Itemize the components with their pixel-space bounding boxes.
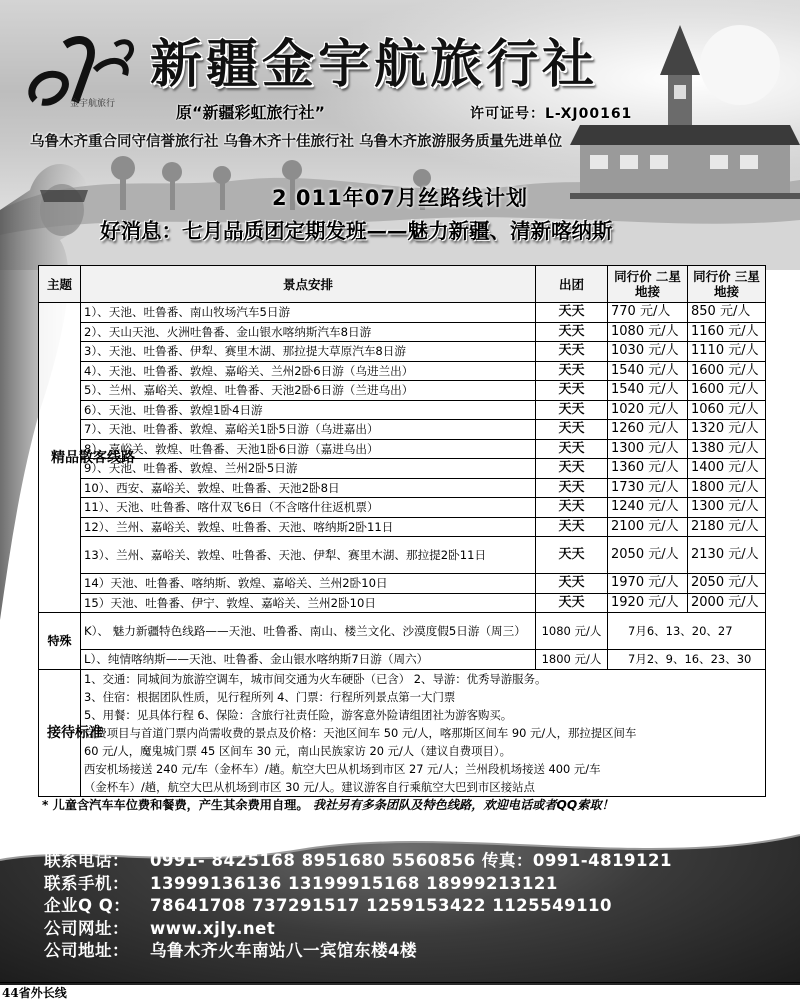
departure-cell: 天天	[536, 303, 608, 323]
table-row	[39, 459, 766, 479]
special-price-cell: 1080 元/人	[536, 613, 608, 650]
price-three-star-cell: 2000 元/人	[688, 593, 766, 613]
price-three-star-cell: 1600 元/人	[688, 381, 766, 401]
table-row	[39, 303, 766, 323]
standard-line: 3、住宿：根据团队性质，见行程所列 4、门票：行程所列景点第一大门票	[84, 689, 456, 704]
company-title: 新疆金宇航旅行社	[150, 34, 599, 95]
bottom-note	[42, 796, 764, 813]
price-three-star-cell: 1380 元/人	[688, 439, 766, 459]
qq-row	[44, 895, 784, 918]
departure-cell: 天天	[536, 342, 608, 362]
category-standard: 接待标准	[39, 669, 81, 796]
departure-cell: 天天	[536, 459, 608, 479]
table-row	[39, 517, 766, 537]
price-two-star-cell: 1970 元/人	[608, 574, 688, 594]
departure-cell: 天天	[536, 420, 608, 440]
special-route-cell: L）、纯情喀纳斯——天池、吐鲁番、金山银水喀纳斯7日游（周六）	[81, 650, 536, 670]
route-cell: 6）、天池、吐鲁番、敦煌1卧4日游	[81, 400, 536, 420]
special-route-cell: K）、 魅力新疆特色线路——天池、吐鲁番、南山、楼兰文化、沙漠度假5日游（周三）	[81, 613, 536, 650]
special-price-cell: 1800 元/人	[536, 650, 608, 670]
qq-label: 企业Q Q：	[44, 896, 131, 915]
price-two-star-cell: 1360 元/人	[608, 459, 688, 479]
table-header-row	[39, 266, 766, 303]
route-cell: 3）、天池、吐鲁番、伊犁、赛里木湖、那拉提大草原汽车8日游	[81, 342, 536, 362]
route-cell: 15）天池、吐鲁番、伊宁、敦煌、嘉峪关、兰州2卧10日	[81, 593, 536, 613]
departure-cell: 天天	[536, 574, 608, 594]
route-cell: 2）、天山天池、火洲吐鲁番、金山银水喀纳斯汽车8日游	[81, 322, 536, 342]
header-price-three-star: 同行价 三星地接	[688, 266, 766, 303]
honors-line: 乌鲁木齐重合同守信誉旅行社 乌鲁木齐十佳旅行社 乌鲁木齐旅游服务质量先进单位	[30, 134, 563, 150]
departure-cell: 天天	[536, 537, 608, 574]
mobile-numbers[interactable]: 13999136136 13199915168 18999213121	[150, 873, 558, 893]
route-cell: 9）、天池、吐鲁番、敦煌、兰州2卧5日游	[81, 459, 536, 479]
price-two-star-cell: 1020 元/人	[608, 400, 688, 420]
children-note: * 儿童含汽车车位费和餐费，产生其余费用自理。	[42, 798, 309, 812]
website-row	[44, 918, 784, 941]
page-tag: 44省外长线	[2, 986, 67, 1000]
price-two-star-cell: 1920 元/人	[608, 593, 688, 613]
price-three-star-cell: 1400 元/人	[688, 459, 766, 479]
route-cell: 8）、嘉峪关、敦煌、吐鲁番、天池1卧6日游（嘉进乌出）	[81, 439, 536, 459]
price-three-star-cell: 1110 元/人	[688, 342, 766, 362]
standard-line: 5、用餐：见具体行程 6、保险：含旅行社责任险，游客意外险请组团社为游客购买。	[84, 707, 513, 722]
standard-line: （金杯车）/趟，航空大巴从机场到市区 30 元/人。建议游客自行乘航空大巴到市区接站点	[84, 779, 535, 794]
table-row	[39, 420, 766, 440]
good-news-headline: 好消息：七月品质团定期发班——魅力新疆、清新喀纳斯	[100, 219, 613, 243]
departure-cell: 天天	[536, 439, 608, 459]
plan-title: 2 011年07月丝路线计划	[272, 186, 528, 210]
standard-line: 西安机场接送 240 元/车（金杯车）/趟。航空大巴从机场到市区 27 元/人；兰州段机场接送 400 元/车	[84, 761, 601, 776]
departure-cell: 天天	[536, 361, 608, 381]
price-two-star-cell: 1540 元/人	[608, 381, 688, 401]
table-row	[39, 400, 766, 420]
price-three-star-cell: 1800 元/人	[688, 478, 766, 498]
more-routes-note: 我社另有多条团队及特色线路，欢迎电话或者QQ索取！	[312, 798, 614, 812]
price-two-star-cell: 1730 元/人	[608, 478, 688, 498]
contact-list	[44, 850, 784, 963]
table-row	[39, 342, 766, 362]
mobile-row	[44, 873, 784, 896]
table-row	[39, 478, 766, 498]
price-three-star-cell: 2130 元/人	[688, 537, 766, 574]
header-topic: 主题	[39, 266, 81, 303]
table-row	[39, 613, 766, 650]
departure-cell: 天天	[536, 517, 608, 537]
page-rule	[0, 982, 800, 983]
price-two-star-cell: 770 元/人	[608, 303, 688, 323]
standard-line: 1、交通：同城间为旅游空调车，城市间交通为火车硬卧（已含） 2、导游：优秀导游服务。	[84, 671, 547, 686]
route-cell: 4）、天池、吐鲁番、敦煌、嘉峪关、兰州2卧6日游（乌进兰出）	[81, 361, 536, 381]
route-cell: 13）、兰州、嘉峪关、敦煌、吐鲁番、天池、伊犁、赛里木湖、那拉提2卧11日	[81, 537, 536, 574]
table-row	[39, 574, 766, 594]
table-row	[39, 498, 766, 518]
website-label: 公司网址：	[44, 918, 129, 938]
header-departure: 出团	[536, 266, 608, 303]
route-cell: 11）、天池、吐鲁番、喀什双飞6日（不含喀什往返机票）	[81, 498, 536, 518]
departure-cell: 天天	[536, 478, 608, 498]
route-cell: 5）、兰州、嘉峪关、敦煌、吐鲁番、天池2卧6日游（兰进乌出）	[81, 381, 536, 401]
table-row	[39, 669, 766, 796]
special-dates-cell: 7月6、13、20、27	[608, 613, 766, 650]
standard-line: 自费项目与首道门票内尚需收费的景点及价格：天池区间车 50 元/人，喀那斯区间车 90 元/人，那拉提区间车	[84, 725, 637, 740]
address-label: 公司地址：	[44, 941, 129, 960]
price-two-star-cell: 2050 元/人	[608, 537, 688, 574]
price-two-star-cell: 1080 元/人	[608, 322, 688, 342]
route-cell: 1）、天池、吐鲁番、南山牧场汽车5日游	[81, 303, 536, 323]
header-route: 景点安排	[81, 266, 536, 303]
standard-line: 60 元/人，魔鬼城门票 45 区间车 30 元，南山民族家访 20 元/人（建议自费项目）。	[84, 743, 512, 758]
route-cell: 10）、西安、嘉峪关、敦煌、吐鲁番、天池2卧8日	[81, 478, 536, 498]
departure-cell: 天天	[536, 498, 608, 518]
departure-cell: 天天	[536, 593, 608, 613]
table-row	[39, 593, 766, 613]
price-three-star-cell: 1060 元/人	[688, 400, 766, 420]
departure-cell: 天天	[536, 381, 608, 401]
table-row	[39, 650, 766, 670]
address-text: 乌鲁木齐火车南站八一宾馆东楼4楼	[150, 941, 417, 960]
route-cell: 12）、兰州、嘉峪关、敦煌、吐鲁番、天池、喀纳斯2卧11日	[81, 517, 536, 537]
category-special: 特殊	[39, 613, 81, 670]
departure-cell: 天天	[536, 400, 608, 420]
price-two-star-cell: 1260 元/人	[608, 420, 688, 440]
price-two-star-cell: 2100 元/人	[608, 517, 688, 537]
table-row	[39, 361, 766, 381]
price-three-star-cell: 1320 元/人	[688, 420, 766, 440]
category-boutique: 精品散客线路	[39, 303, 81, 613]
header-price-two-star: 同行价 二星地接	[608, 266, 688, 303]
reception-standard-cell	[81, 669, 766, 796]
former-name: 原“新疆彩虹旅行社”	[176, 103, 326, 122]
price-three-star-cell: 850 元/人	[688, 303, 766, 323]
route-cell: 14）天池、吐鲁番、喀纳斯、敦煌、嘉峪关、兰州2卧10日	[81, 574, 536, 594]
table-row	[39, 439, 766, 459]
special-dates-cell: 7月2、9、16、23、30	[608, 650, 766, 670]
price-three-star-cell: 2050 元/人	[688, 574, 766, 594]
logo-caption: 金宇航旅行	[70, 99, 116, 109]
price-three-star-cell: 1300 元/人	[688, 498, 766, 518]
itinerary-table	[38, 265, 766, 797]
table-row	[39, 322, 766, 342]
route-cell: 7）、天池、吐鲁番、敦煌、嘉峪关1卧5日游（乌进嘉出）	[81, 420, 536, 440]
license-number: 许可证号：L-XJ00161	[470, 106, 633, 122]
price-three-star-cell: 1600 元/人	[688, 361, 766, 381]
mobile-label: 联系手机：	[44, 873, 129, 893]
departure-cell: 天天	[536, 322, 608, 342]
table-row	[39, 537, 766, 574]
phone-numbers[interactable]: 0991- 8425168 8951680 5560856 传真：0991-4819121	[150, 851, 672, 870]
phone-label: 联系电话：	[44, 851, 129, 870]
price-two-star-cell: 1240 元/人	[608, 498, 688, 518]
price-two-star-cell: 1540 元/人	[608, 361, 688, 381]
price-two-star-cell: 1030 元/人	[608, 342, 688, 362]
price-three-star-cell: 2180 元/人	[688, 517, 766, 537]
website-link[interactable]: www.xjly.net	[150, 918, 276, 938]
phone-row	[44, 850, 784, 873]
address-row	[44, 940, 784, 963]
price-two-star-cell: 1300 元/人	[608, 439, 688, 459]
qq-numbers[interactable]: 78641708 737291517 1259153422 1125549110	[150, 896, 613, 915]
price-three-star-cell: 1160 元/人	[688, 322, 766, 342]
table-row	[39, 381, 766, 401]
